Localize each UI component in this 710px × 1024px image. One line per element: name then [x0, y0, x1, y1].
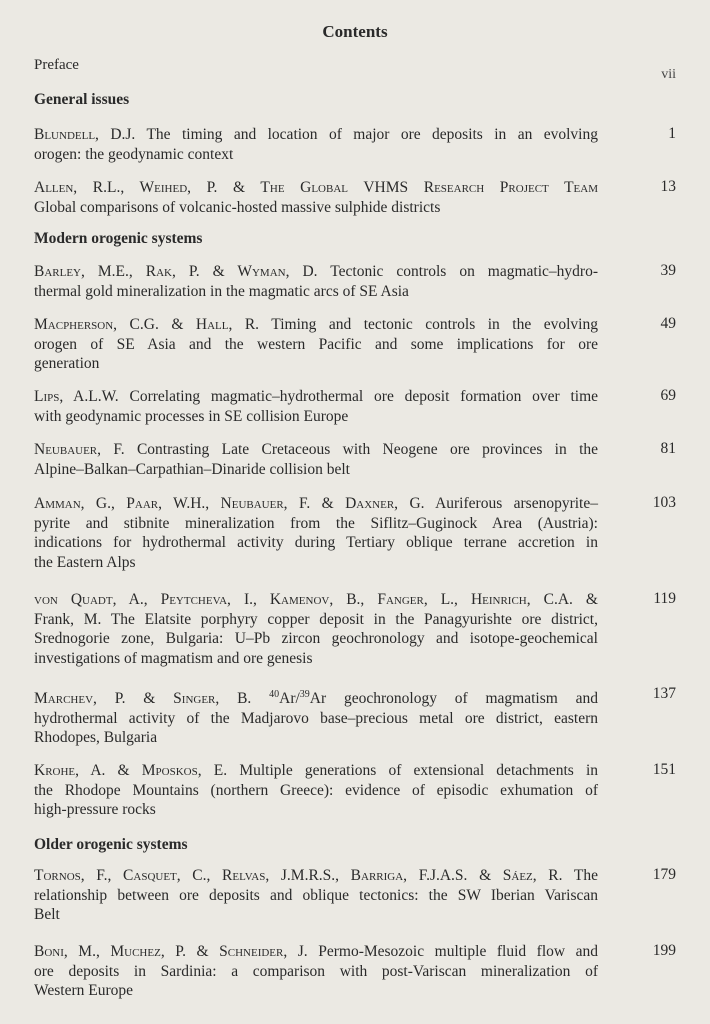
entry-title-line: Frank, M. The Elatsite porphyry copper deposit in the Panagyurishte ore district,	[34, 610, 598, 628]
toc-entry[interactable]	[34, 866, 598, 925]
entry-page-number: 119	[653, 590, 676, 607]
entry-authors: Boni, M., Muchez, P. & Schneider, J.	[34, 943, 308, 960]
entry-title-line: Auriferous arsenopyrite–	[435, 495, 598, 512]
entry-page-number: 49	[660, 315, 676, 332]
entry-title-line: orogen: the geodynamic context	[34, 145, 234, 163]
entry-authors: Barley, M.E., Rak, P. & Wyman, D.	[34, 263, 318, 280]
entry-title-line: the Rhodope Mountains (northern Greece): evidence of episodic exhumation of	[34, 781, 598, 799]
entry-page-number: 1	[668, 125, 676, 142]
entry-title-line: Belt	[34, 906, 60, 923]
toc-entry[interactable]	[34, 178, 598, 217]
entry-page-number: 69	[660, 387, 676, 404]
entry-title-line: Srednogorie zone, Bulgaria: U–Pb zircon geochronology and isotope-geochemical	[34, 630, 598, 647]
entry-title-line: thermal gold mineralization in the magmatic arcs of SE Asia	[34, 282, 409, 300]
entry-authors: Krohe, A. & Mposkos, E.	[34, 762, 228, 779]
entry-title-line: generation	[34, 355, 100, 372]
entry-title-line: investigations of magmatism and ore genesis	[34, 649, 313, 667]
entry-title-line: Ar geochronology of magmatism and	[309, 690, 599, 707]
entry-page-number: 199	[652, 942, 676, 959]
entry-authors: Blundell, D.J.	[34, 126, 136, 143]
page-title: Contents	[322, 22, 388, 41]
entry-authors: von Quadt, A., Peytcheva, I., Kamenov, B., Fanger, L., Heinrich, C.A. &	[34, 591, 598, 608]
entry-title-line: orogen of SE Asia and the western Pacific and some implications for ore	[34, 335, 598, 353]
isotope-superscript: 40	[269, 689, 280, 700]
section-heading-general: General issues	[34, 91, 130, 108]
entry-title-line: Contrasting Late Cretaceous with Neogene ore provinces in the	[136, 441, 599, 458]
entry-page-number: 179	[652, 866, 676, 883]
isotope-superscript: 39	[299, 689, 310, 700]
section-heading-modern: Modern orogenic systems	[34, 230, 203, 247]
entry-title-line: hydrothermal activity of the Madjarovo base–precious metal ore district, eastern	[34, 709, 598, 727]
entry-page-number: 39	[660, 262, 676, 279]
entry-authors: Neubauer, F.	[34, 441, 125, 458]
entry-page-number: 81	[660, 440, 676, 457]
toc-entry[interactable]	[34, 315, 598, 374]
toc-entry[interactable]	[34, 494, 598, 572]
toc-entry[interactable]	[34, 262, 598, 301]
entry-title-line: the Eastern Alps	[34, 553, 136, 571]
entry-authors: Macpherson, C.G. & Hall, R.	[34, 316, 260, 333]
entry-authors: Allen, R.L., Weihed, P. & The Global VHMS Research Project Team	[34, 179, 598, 196]
preface-label[interactable]: Preface	[34, 57, 79, 73]
entry-title-line: The	[573, 867, 598, 884]
toc-entry[interactable]	[34, 125, 598, 164]
toc-entry[interactable]	[34, 685, 598, 748]
entry-title-line: ore deposits in Sardinia: a comparison with post-Variscan mineralization of	[34, 962, 598, 980]
entry-title-line: Rhodopes, Bulgaria	[34, 729, 158, 746]
entry-title-line: Western Europe	[34, 982, 134, 999]
entry-title-line: Correlating magmatic–hydrothermal ore deposit formation over time	[129, 388, 598, 405]
entry-authors: Marchev, P. & Singer, B.	[34, 690, 252, 707]
entry-page-number: 151	[652, 761, 676, 778]
entry-title-line: high-pressure rocks	[34, 801, 156, 818]
entry-title-line: Tectonic controls on magmatic–hydro-	[330, 263, 598, 280]
entry-title-line: Alpine–Balkan–Carpathian–Dinaride collision belt	[34, 460, 350, 478]
toc-entry[interactable]	[34, 590, 598, 668]
entry-title-line: with geodynamic processes in SE collision Europe	[34, 407, 349, 425]
entry-authors: Tornos, F., Casquet, C., Relvas, J.M.R.S., Barriga, F.J.A.S. & Sáez, R.	[34, 867, 563, 884]
toc-entry[interactable]	[34, 942, 598, 1001]
entry-authors: Amman, G., Paar, W.H., Neubauer, F. & Daxner, G.	[34, 495, 425, 512]
entry-title-line: Permo-Mesozoic multiple fluid flow and	[318, 943, 598, 960]
entry-authors: Lips, A.L.W.	[34, 388, 119, 405]
section-heading-older: Older orogenic systems	[34, 836, 188, 853]
toc-entry[interactable]	[34, 761, 598, 820]
entry-title-line: Global comparisons of volcanic-hosted massive sulphide districts	[34, 198, 441, 216]
entry-page-number: 137	[652, 685, 676, 702]
entry-title-line: Timing and tectonic controls in the evolving	[271, 316, 598, 333]
entry-title-line: indications for hydrothermal activity during Tertiary oblique terrane accretion in	[34, 534, 598, 551]
entry-title-line: The timing and location of major ore deposits in an evolving	[146, 126, 598, 143]
entry-title-line: Multiple generations of extensional detachments in	[239, 762, 599, 779]
preface-page-number: vii	[661, 67, 676, 82]
entry-page-number: 13	[660, 178, 676, 195]
entry-title-line: Ar/	[279, 690, 300, 707]
toc-entry[interactable]	[34, 387, 598, 426]
toc-entry[interactable]	[34, 440, 598, 479]
entry-title-line: relationship between ore deposits and oblique tectonics: the SW Iberian Variscan	[34, 886, 598, 904]
entry-title-line: pyrite and stibnite mineralization from the Siflitz–Guginock Area (Austria):	[34, 514, 598, 532]
entry-page-number: 103	[652, 494, 676, 511]
